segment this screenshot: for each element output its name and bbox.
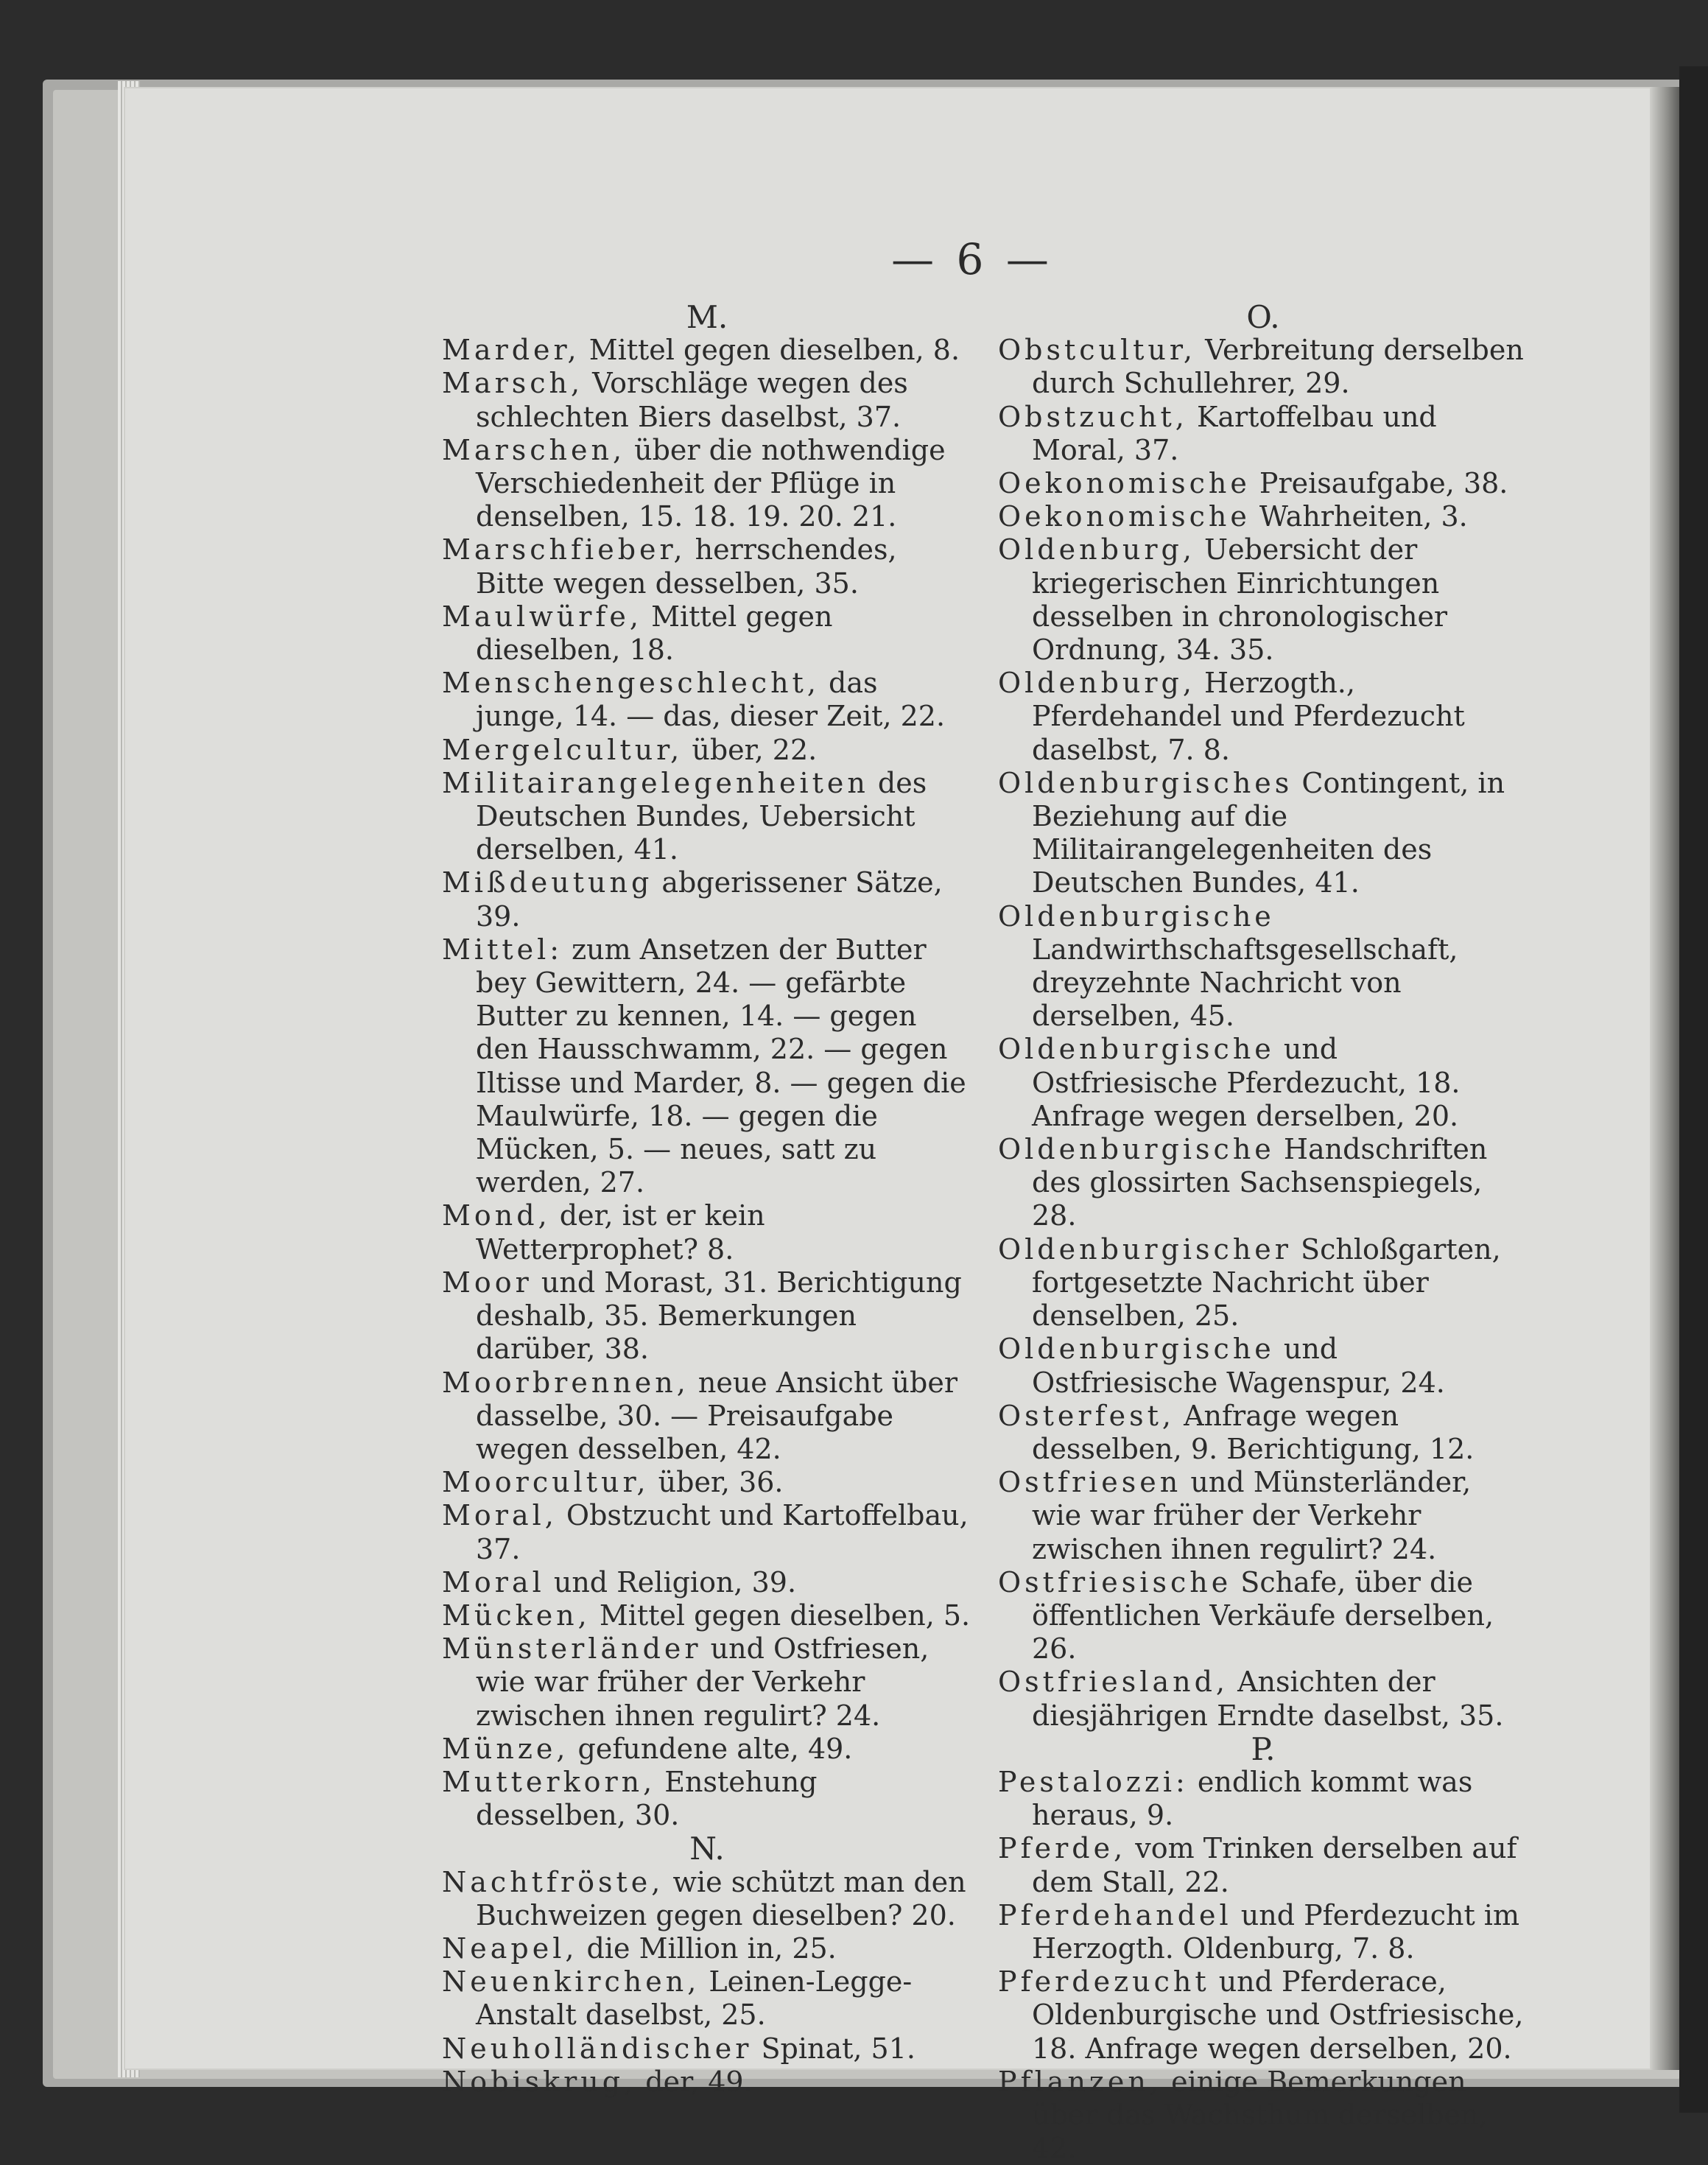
gutter-shadow [1650,87,1679,2070]
index-keyword: Obstcultur, [998,334,1196,367]
index-keyword: Moral, [442,1499,558,1532]
index-keyword: Nobiskrug, [442,2065,637,2098]
index-keyword: Marder, [442,334,580,367]
index-keyword: Moorbrennen, [442,1366,689,1399]
index-references: der, 49. [636,2065,753,2098]
index-entry [998,1333,1528,1399]
index-keyword: Marsch, [442,367,584,400]
index-entry [442,667,972,733]
index-keyword: Oldenburgischer [998,1232,1292,1266]
index-keyword: Oldenburgische [998,1033,1275,1066]
section-letter: O. [1246,299,1280,335]
index-keyword: Maulwürfe, [442,600,642,633]
index-references: Kartoffelbau und Moral, 37. [1032,400,1437,466]
index-references: Schloßgarten, fortgesetzte Nachricht über denselben, 25. [1032,1232,1501,1333]
index-entry [442,734,972,767]
index-entry [998,1832,1528,1898]
index-entry [998,1965,1528,2066]
background-edge [1679,66,1708,2113]
index-entry [442,600,972,667]
index-entry [442,866,972,933]
index-keyword: Marschen, [442,433,626,466]
index-entry [998,1233,1528,1333]
index-entry [442,2032,972,2066]
index-entry [442,1466,972,1499]
index-entry [998,1566,1528,1666]
index-references: und Ostfriesische Pferdezucht, 18. Anfrage wegen derselben, 20. [1032,1033,1461,1132]
index-entry [442,1266,972,1366]
index-references: Leinen-Legge-Anstalt daselbst, 25. [476,1965,913,2032]
index-references: das junge, 14. — das, dieser Zeit, 22. [476,667,946,733]
index-entry [442,933,972,1200]
index-entry [442,1932,972,1965]
index-entry [998,1466,1528,1566]
index-column-right [998,301,1528,2165]
index-keyword: Pferdezucht [998,1965,1210,1999]
index-references: wie schützt man den Buchweizen gegen dieselben? 20. [476,1865,966,1931]
index-references: Vorschläge wegen des schlechten Biers daselbst, 37. [476,367,908,433]
index-keyword: Moor [442,1266,533,1299]
index-keyword: Mond, [442,1199,551,1232]
index-entry [998,667,1528,767]
index-references: Enstehung desselben, 30. [476,1765,818,1832]
index-entry [998,401,1528,467]
page-number: — 6 — [891,234,1053,284]
index-keyword: Mergelcultur, [442,733,683,766]
index-keyword: Marschfieber, [442,533,686,566]
index-keyword: Münsterländer [442,1632,702,1666]
index-references: und Pferdezucht im Herzogth. Oldenburg, 7. 8. [1032,1898,1519,1965]
index-entry [442,1199,972,1266]
index-keyword: Oldenburgische [998,899,1275,933]
index-references: Preisaufgabe, 38. [1250,467,1508,500]
index-references: herrschendes, Bitte wegen desselben, 35. [476,533,897,600]
index-entry [442,1632,972,1733]
index-entry [442,1499,972,1565]
index-keyword: Ostfriesland, [998,1666,1229,1699]
index-references: Mittel gegen dieselben, 18. [476,600,833,667]
index-references: einige Bemerkungen über das Wachsthum derselben, 42. [1032,2065,1488,2165]
index-entry [442,334,972,367]
index-references: zum Ansetzen der Butter bey Gewittern, 24. — gefärbte Butter zu kennen, 14. — gegen den Hausschwamm, 22. — gegen Iltisse und Marder, 8. — gegen die Maulwürfe, 18. — gegen die Mücken, 5. — neues, satt zu werden, 27. [476,933,966,1199]
index-entry [442,1599,972,1632]
index-keyword: Ostfriesen [998,1466,1182,1499]
index-keyword: Nachtfröste, [442,1865,664,1898]
index-entry [998,467,1528,500]
index-keyword: Neapel, [442,1931,578,1965]
index-entry [998,1666,1528,1732]
index-references: des Deutschen Bundes, Uebersicht derselben, 41. [476,766,927,866]
index-references: Uebersicht der kriegerischen Einrichtungen desselben in chronologischer Ordnung, 34. 35. [1032,533,1448,667]
index-keyword: Mittel: [442,933,563,966]
index-entry [998,1766,1528,1832]
index-entry [998,533,1528,667]
index-keyword: Neuenkirchen, [442,1965,700,1999]
index-keyword: Oekonomische [998,467,1251,500]
index-keyword: Pflanzen, [998,2065,1162,2098]
index-references: endlich kommt was heraus, 9. [1032,1765,1473,1832]
index-keyword: Moral [442,1565,545,1599]
index-keyword: Oekonomische [998,500,1251,533]
index-keyword: Oldenburg, [998,667,1195,700]
index-keyword: Menschengeschlecht, [442,667,820,700]
index-entry [998,2066,1528,2165]
index-entry [442,434,972,534]
index-references: und Ostfriesen, wie war früher der Verkehr zwischen ihnen regulirt? 24. [476,1632,929,1732]
index-references: über, 36. [649,1466,784,1499]
index-entry [998,900,1528,1034]
index-keyword: Pestalozzi: [998,1765,1189,1798]
index-entry [998,500,1528,533]
index-keyword: Oldenburg, [998,533,1195,566]
index-references: Anfrage wegen desselben, 9. Berichtigung, 12. [1032,1399,1475,1465]
index-keyword: Pferde, [998,1832,1127,1865]
index-references: gefundene alte, 49. [569,1732,853,1765]
index-references: und Ostfriesische Wagenspur, 24. [1032,1333,1445,1399]
index-entry [998,767,1528,900]
index-references: Schafe, über die öffentlichen Verkäufe derselben, 26. [1032,1565,1494,1666]
index-keyword: Militairangelegenheiten [442,766,869,799]
index-keyword: Osterfest, [998,1399,1175,1432]
index-references: Wahrheiten, 3. [1250,500,1468,533]
index-references: und Religion, 39. [544,1565,797,1599]
index-entry [998,1033,1528,1133]
index-column-left [442,301,972,2099]
index-entry [442,1766,972,1832]
index-entry [998,1400,1528,1466]
index-references: Mittel gegen dieselben, 5. [590,1599,971,1632]
index-references: und Münsterländer, wie war früher der Verkehr zwischen ihnen regulirt? 24. [1032,1466,1472,1565]
index-references: über die nothwendige Verschiedenheit der Pflüge in denselben, 15. 18. 19. 20. 21. [476,433,946,533]
index-keyword: Ostfriesische [998,1565,1232,1599]
index-entry [442,1566,972,1599]
index-references: Handschriften des glossirten Sachsenspiegels, 28. [1032,1133,1488,1232]
index-references: Obstzucht und Kartoffelbau, 37. [476,1499,969,1565]
index-references: der, ist er kein Wetterprophet? 8. [476,1199,765,1266]
index-keyword: Pferdehandel [998,1898,1232,1931]
index-keyword: Münze, [442,1732,569,1765]
index-references: und Pferderace, Oldenburgische und Ostfriesische, 18. Anfrage wegen derselben, 20. [1032,1965,1524,2065]
index-keyword: Oldenburgische [998,1333,1275,1366]
index-references: Landwirthschaftsgesellschaft, dreyzehnte Nachricht von derselben, 45. [1032,933,1458,1033]
index-entry [442,367,972,433]
index-entry [442,1965,972,2032]
index-entry [442,767,972,867]
index-references: Ansichten der diesjährigen Erndte daselbst, 35. [1032,1666,1504,1732]
index-keyword: Mißdeutung [442,866,653,899]
index-references: über, 22. [683,733,818,766]
index-keyword: Mücken, [442,1599,591,1632]
index-keyword: Mutterkorn, [442,1765,656,1798]
index-entry [442,1366,972,1467]
index-entry [998,1133,1528,1233]
index-entry [998,1899,1528,1965]
index-references: und Morast, 31. Berichtigung deshalb, 35. Bemerkungen darüber, 38. [476,1266,962,1366]
index-keyword: Oldenburgisches [998,766,1293,799]
index-references: Contingent, in Beziehung auf die Militairangelegenheiten des Deutschen Bundes, 41. [1032,766,1505,899]
index-references: neue Ansicht über dasselbe, 30. — Preisaufgabe wegen desselben, 42. [476,1366,958,1465]
index-references: abgerissener Sätze, 39. [476,866,943,933]
index-entry [998,334,1528,400]
index-references: Spinat, 51. [752,2032,915,2065]
index-keyword: Moorcultur, [442,1466,650,1499]
index-keyword: Obstzucht, [998,400,1188,433]
index-entry [442,533,972,600]
index-references: Herzogth., Pferdehandel und Pferdezucht daselbst, 7. 8. [1032,667,1465,766]
index-references: Mittel gegen dieselben, 8. [580,334,960,367]
index-references: die Million in, 25. [577,1931,837,1965]
index-entry [442,1866,972,1932]
section-letter: N. [689,1831,725,1867]
index-entry [442,1733,972,1766]
section-letter: M. [686,299,728,335]
index-keyword: Neuholländischer [442,2032,753,2065]
index-references: vom Trinken derselben auf dem Stall, 22. [1032,1832,1517,1898]
index-entry [442,2066,972,2099]
index-references: Verbreitung derselben durch Schullehrer, 29. [1032,334,1524,400]
section-letter: P. [1251,1730,1276,1767]
index-keyword: Oldenburgische [998,1133,1275,1166]
